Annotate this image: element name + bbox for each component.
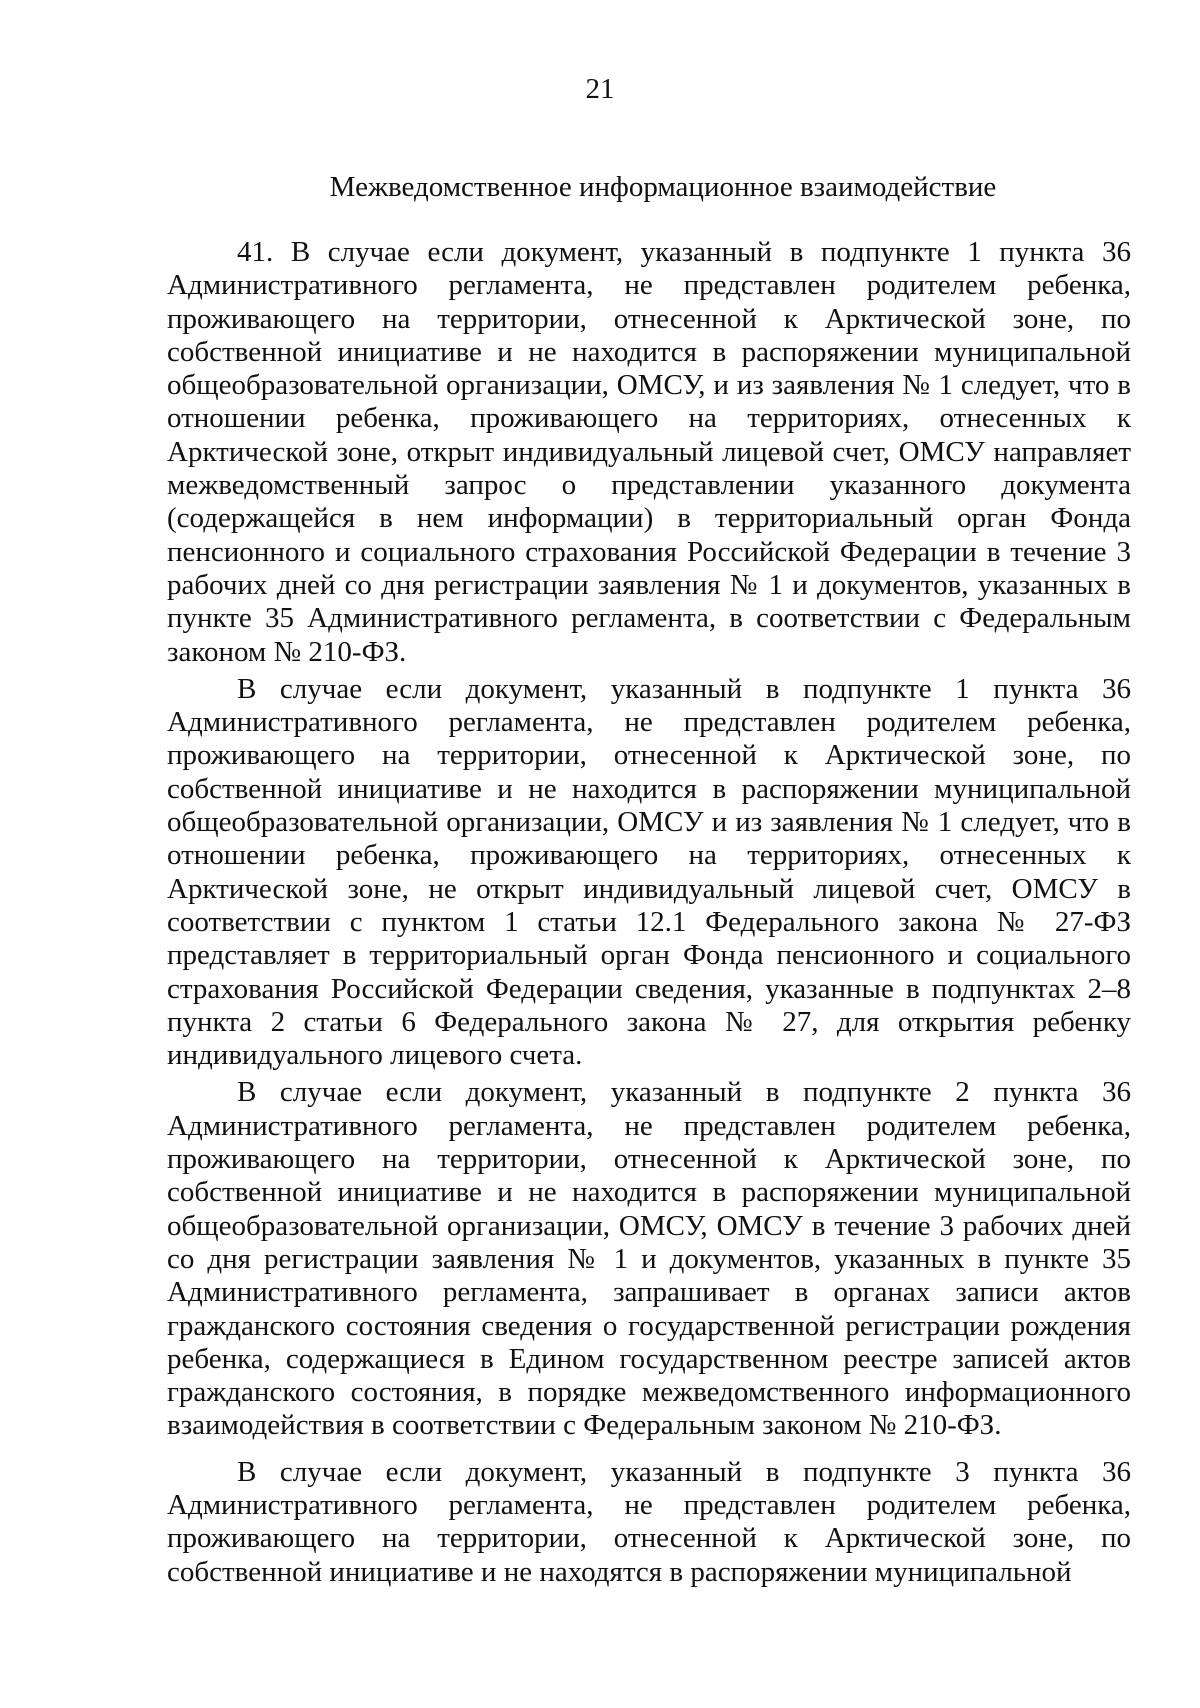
document-body: [167, 236, 1131, 1589]
page-number: 21: [585, 73, 615, 105]
section-heading: Межведомственное информационное взаимодействие: [329, 171, 997, 203]
paragraph-3: В случае если документ, указанный в подпункте 2 пункта 36 Административного регламента, не представлен родителем ребенка, проживающего на территории, отнесенной к Арктической зоне, по собственной инициативе и не находится в распоряжении муниципальной общеобразовательной организации, ОМСУ, ОМСУ в течение 3 рабочих дней со дня регистрации заявления № 1 и документов, указанных в пункте 35 Административного регламента, запрашивает в органах записи актов гражданского состояния сведения о государственной регистрации рождения ребенка, содержащиеся в Едином государственном реестре записей актов гражданского состояния, в порядке межведомственного информационного взаимодействия в соответствии с Федеральным законом № 210-ФЗ.: [167, 1076, 1131, 1442]
paragraph-41: 41. В случае если документ, указанный в подпункте 1 пункта 36 Административного регламента, не представлен родителем ребенка, проживающего на территории, отнесенной к Арктической зоне, по собственной инициативе и не находится в распоряжении муниципальной общеобразовательной организации, ОМСУ, и из заявления № 1 следует, что в отношении ребенка, проживающего на территориях, отнесенных к Арктической зоне, открыт индивидуальный лицевой счет, ОМСУ направляет межведомственный запрос о представлении указанного документа (содержащейся в нем информации) в территориальный орган Фонда пенсионного и социального страхования Российской Федерации в течение 3 рабочих дней со дня регистрации заявления № 1 и документов, указанных в пункте 35 Административного регламента, в соответствии с Федеральным законом № 210-ФЗ.: [167, 236, 1131, 668]
paragraph-2: В случае если документ, указанный в подпункте 1 пункта 36 Административного регламента, не представлен родителем ребенка, проживающего на территории, отнесенной к Арктической зоне, по собственной инициативе и не находится в распоряжении муниципальной общеобразовательной организации, ОМСУ и из заявления № 1 следует, что в отношении ребенка, проживающего на территориях, отнесенных к Арктической зоне, не открыт индивидуальный лицевой счет, ОМСУ в соответствии с пунктом 1 статьи 12.1 Федерального закона № 27-ФЗ представляет в территориальный орган Фонда пенсионного и социального страхования Российской Федерации сведения, указанные в подпунктах 2–8 пункта 2 статьи 6 Федерального закона № 27, для открытия ребенку индивидуального лицевого счета.: [167, 672, 1131, 1072]
paragraph-4: В случае если документ, указанный в подпункте 3 пункта 36 Административного регламента, не представлен родителем ребенка, проживающего на территории, отнесенной к Арктической зоне, по собственной инициативе и не находятся в распоряжении муниципальной: [167, 1455, 1131, 1588]
